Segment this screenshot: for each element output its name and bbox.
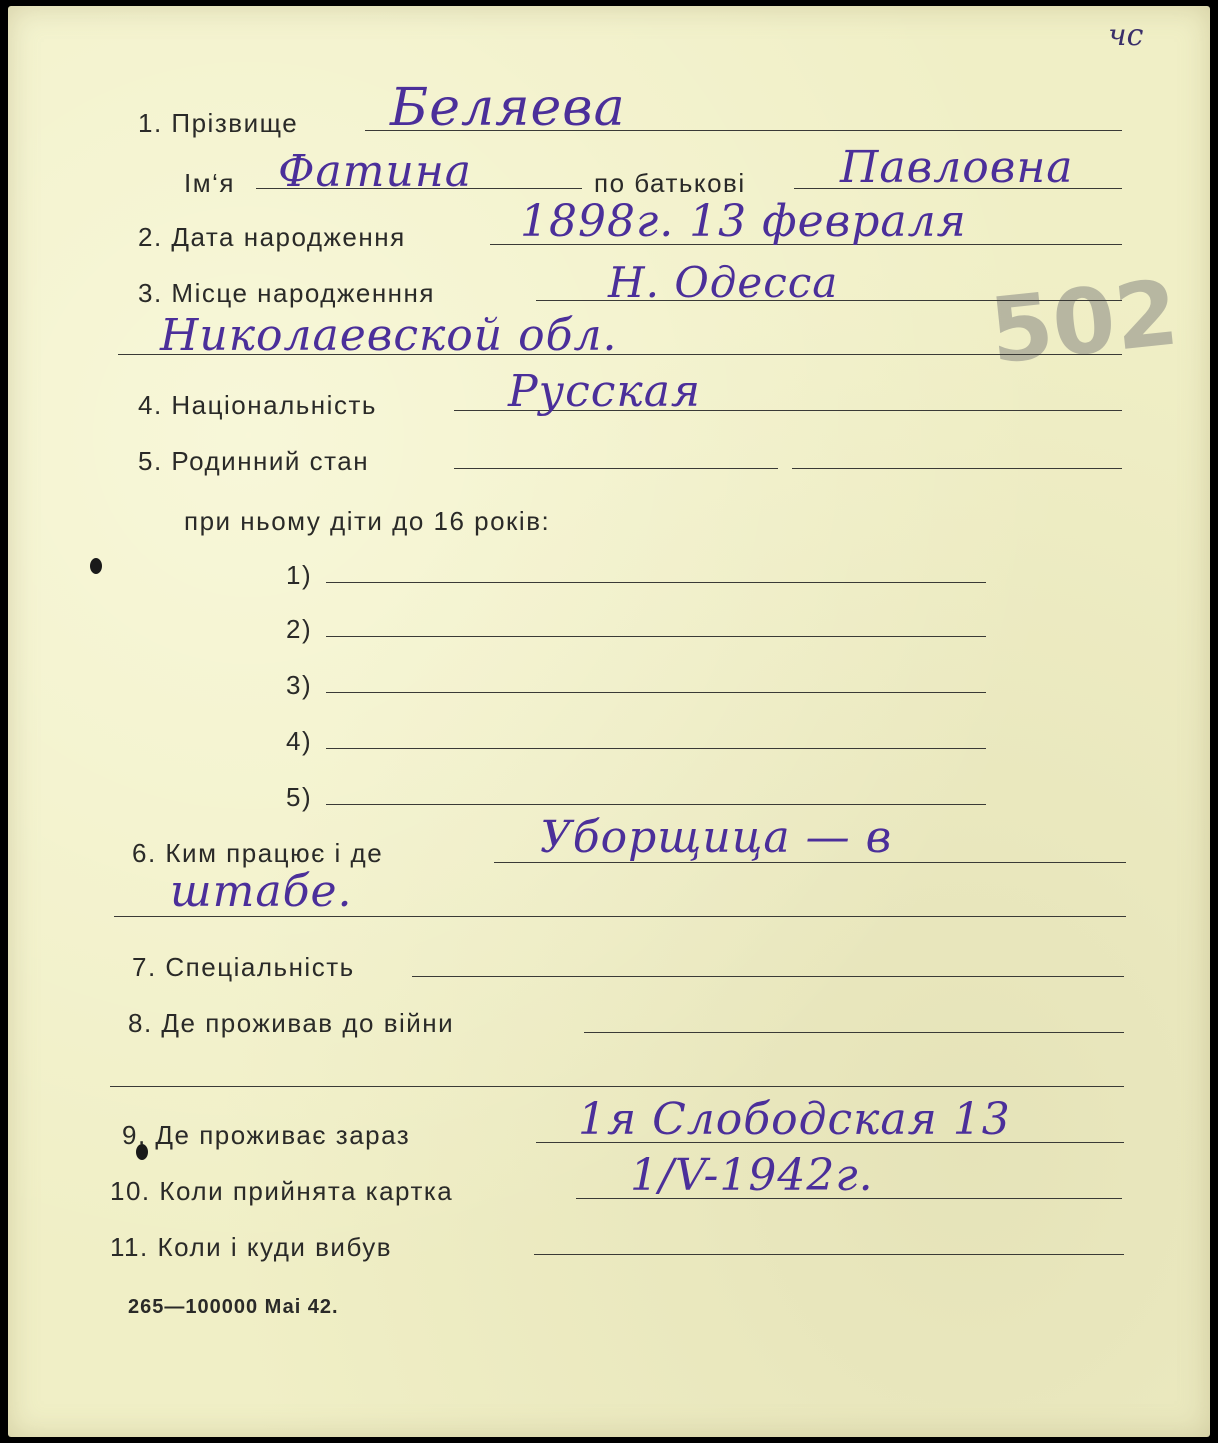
child-2-line <box>326 636 986 637</box>
specialty-label: 7. Спеціальність <box>132 952 355 982</box>
child-3-line <box>326 692 986 693</box>
patronymic-label: по батькові <box>594 168 746 198</box>
family-status-label: 5. Родинний стан <box>138 446 370 476</box>
birth-date-label: 2. Дата народження <box>138 222 406 252</box>
work-value: Уборщица — в <box>540 812 893 863</box>
work-label: 6. Ким працює і де <box>132 838 384 868</box>
nationality-label: 4. Національність <box>138 390 377 420</box>
name-label: Ім‘я <box>184 168 235 198</box>
child-1-label: 1) <box>286 560 313 590</box>
family-status-line-a <box>454 468 778 469</box>
child-5-line <box>326 804 986 805</box>
child-4-label: 4) <box>286 726 313 756</box>
child-2-label: 2) <box>286 614 313 644</box>
birth-place-value-2: Николаевской обл. <box>160 310 618 361</box>
card-accepted-value: 1/V-1942г. <box>630 1150 874 1201</box>
current-residence-label: 9. Де проживає зараз <box>122 1120 411 1150</box>
specialty-line <box>412 976 1124 977</box>
child-1-line <box>326 582 986 583</box>
departed-label: 11. Коли і куди вибув <box>110 1232 393 1262</box>
children-heading: при ньому діти до 16 років: <box>184 506 551 536</box>
prewar-residence-label: 8. Де проживав до війни <box>128 1008 455 1038</box>
birth-place-value: Н. Одесса <box>608 258 839 307</box>
nationality-value: Русская <box>508 366 702 417</box>
surname-value: Беляева <box>390 78 626 138</box>
prewar-residence-line <box>584 1032 1124 1033</box>
current-residence-value: 1я Слободская 13 <box>578 1094 1011 1145</box>
work-value-2: штабе. <box>170 866 353 917</box>
child-3-label: 3) <box>286 670 313 700</box>
birth-date-value: 1898г. 13 февраля <box>520 196 967 247</box>
birth-place-label: 3. Місце народженння <box>138 278 435 308</box>
punch-hole-top <box>90 558 102 574</box>
print-run-footer: 265—100000 Маі 42. <box>128 1296 339 1318</box>
child-4-line <box>326 748 986 749</box>
departed-line <box>534 1254 1124 1255</box>
family-status-line-b <box>792 468 1122 469</box>
card-accepted-label: 10. Коли прийнята картка <box>110 1176 454 1206</box>
prewar-residence-line-2 <box>110 1086 1124 1087</box>
surname-label: 1. Прізвище <box>138 108 299 138</box>
name-value: Фатина <box>278 146 473 197</box>
pencil-mark: 502 <box>985 260 1183 385</box>
patronymic-value: Павловна <box>840 142 1074 193</box>
corner-mark: чс <box>1108 18 1144 53</box>
child-5-label: 5) <box>286 782 313 812</box>
